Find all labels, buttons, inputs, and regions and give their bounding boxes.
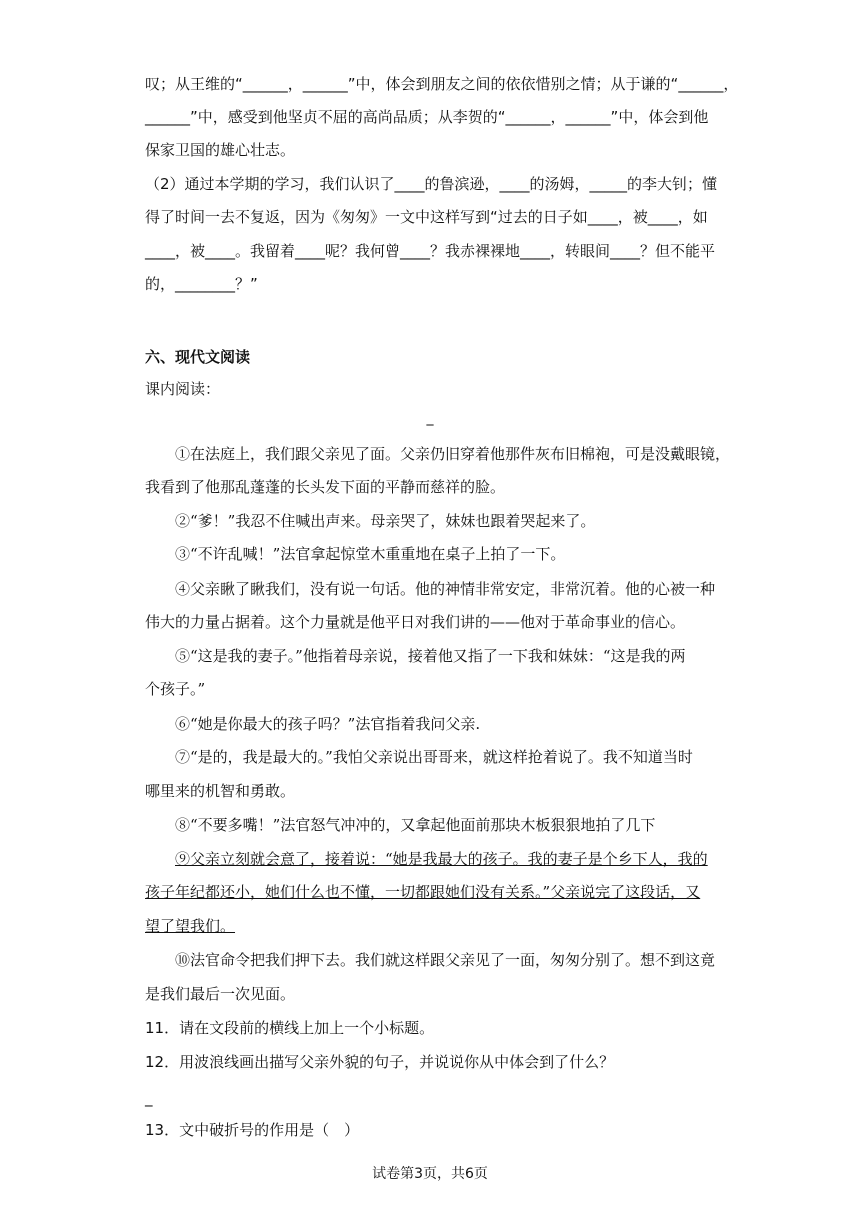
passage-line-9: ⑥“她是你最大的孩子吗？”法官指着我问父亲. <box>175 715 481 733</box>
fill-line-7: 的，________？” <box>145 275 258 293</box>
passage-line-17: 是我们最后一次见面。 <box>145 985 296 1003</box>
passage-line-4: ③“不许乱喊！”法官拿起惊堂木重重地在桌子上拍了一下。 <box>175 545 566 563</box>
passage-line-10: ⑦“是的，我是最大的。”我怕父亲说出哥哥来，就这样抢着说了。我不知道当时 <box>175 748 693 766</box>
question-11: 11．请在文段前的横线上加上一个小标题。 <box>145 1019 435 1037</box>
passage-line-16: ⑩法官命令把我们押下去。我们就这样跟父亲见了一面，匆匆分别了。想不到这竟 <box>175 951 716 969</box>
fill-line-5: 得了时间一去不复返，因为《匆匆》一文中这样写到“过去的日子如____，被____，如 <box>145 208 708 226</box>
passage-line-11: 哪里来的机智和勇敢。 <box>145 782 296 800</box>
question-13: 13．文中破折号的作用是（ ） <box>145 1121 360 1139</box>
fill-line-4: （2）通过本学期的学习，我们认识了____的鲁滨逊，____的汤姆，_____的李大钊；懂 <box>145 175 718 193</box>
passage-line-3: ②“爹！”我忍不住喊出声来。母亲哭了，妹妹也跟着哭起来了。 <box>175 512 596 530</box>
subsection-label: 课内阅读： <box>145 380 221 398</box>
fill-line-3: 保家卫国的雄心壮志。 <box>145 141 296 159</box>
fill-line-2: ______”中，感受到他坚贞不屈的高尚品质；从李贺的“______，______”中，体会到他 <box>145 108 709 126</box>
passage-line-15-underlined: 望了望我们。 <box>145 917 236 935</box>
passage-line-12: ⑧“不要多嘴！”法官怒气冲冲的，又拿起他面前那块木板狠狠地拍了几下 <box>175 816 656 834</box>
passage-line-6: 伟大的力量占据着。这个力量就是他平日对我们讲的——他对于革命事业的信心。 <box>145 613 686 631</box>
page-footer: 试卷第3页，共6页 <box>372 1166 488 1182</box>
passage-line-7: ⑤“这是我的妻子。”他指着母亲说，接着他又指了一下我和妹妹：“这是我的两 <box>175 647 686 665</box>
passage-line-13-underlined: ⑨父亲立刻就会意了，接着说：“她是我最大的孩子。我的妻子是个乡下人，我的 <box>175 850 708 868</box>
passage-line-8: 个孩子。” <box>145 680 206 698</box>
passage-line-2: 我看到了他那乱蓬蓬的长头发下面的平静而慈祥的脸。 <box>145 478 506 496</box>
fill-line-6: ____，被____。我留着____呢？我何曾____？我赤裸裸地____，转眼间____？但不能平 <box>145 242 716 260</box>
passage-line-5: ④父亲瞅了瞅我们，没有说一句话。他的神情非常安定，非常沉着。他的心被一种 <box>175 580 716 598</box>
section-title: 六、现代文阅读 <box>145 348 251 366</box>
passage-title-blank: _ <box>426 410 434 426</box>
question-12: 12．用波浪线画出描写父亲外貌的句子，并说说你从中体会到了什么？ <box>145 1053 615 1071</box>
passage-line-14-underlined: 孩子年纪都还小，她们什么也不懂，一切都跟她们没有关系。”父亲说完了这段话，又 <box>145 883 701 901</box>
passage-line-1: ①在法庭上，我们跟父亲见了面。父亲仍旧穿着他那件灰布旧棉袍，可是没戴眼镜， <box>175 445 731 463</box>
answer-blank: _ <box>145 1089 153 1107</box>
fill-line-1: 叹；从王维的“______，______”中，体会到朋友之间的依依惜别之情；从于谦的“______， <box>145 75 739 93</box>
